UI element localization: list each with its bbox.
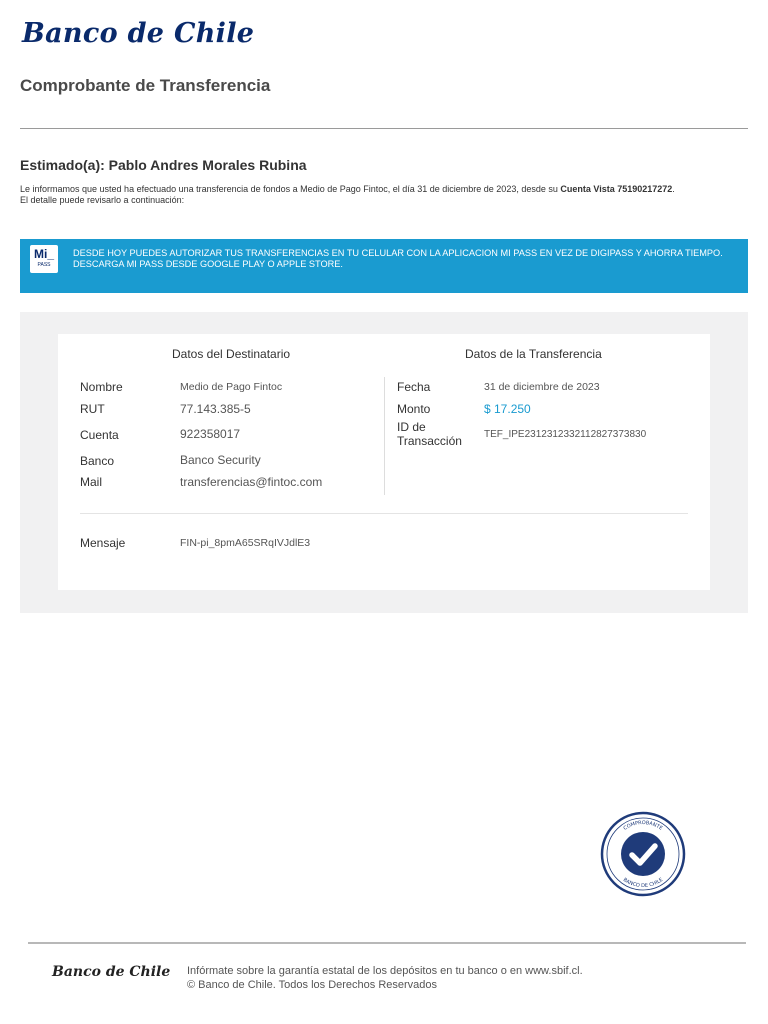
footer-line1: Infórmate sobre la garantía estatal de los depósitos en tu banco o en www.sbif.cl. [187,965,583,977]
mail-value[interactable]: transferencias@fintoc.com [180,475,323,489]
mail-label: Mail [80,475,103,489]
svg-text:COMPROBANTE [623,820,664,832]
details-card [58,334,710,590]
mensaje-label: Mensaje [80,536,126,550]
intro-text-after: . [672,184,675,194]
banco-label: Banco [80,454,115,468]
banner-line2: DESCARGA MI PASS DESDE GOOGLE PLAY O APPLE STORE. [73,258,343,269]
id-value: TEF_IPE2312312332112827373830 [484,429,647,440]
rut-value: 77.143.385-5 [180,402,251,416]
footer-text [187,964,583,992]
footer-line2: © Banco de Chile. Todos los Derechos Reservados [187,979,438,991]
seal-top-text: COMPROBANTE [622,819,664,832]
footer-divider [28,942,746,944]
transfer-heading: Datos de la Transferencia [465,347,602,361]
cuenta-label: Cuenta [80,428,119,442]
banner-line1: DESDE HOY PUEDES AUTORIZAR TUS TRANSFERENCIAS EN TU CELULAR CON LA APLICACION MI PASS EN VEZ DE DIGIPASS Y AHORRA TIEMPO. [73,248,723,258]
greeting: Estimado(a): Pablo Andres Morales Rubina [20,157,307,173]
mipass-icon-mi: Mi_ [33,247,54,261]
comprobante-seal-icon [600,811,686,897]
mensaje-value: FIN-pi_8pmA65SRqIVJdlE3 [180,537,311,549]
id-label [397,420,462,448]
intro-text-before: Le informamos que usted ha efectuado una transferencia de fondos a Medio de Pago Fintoc, el día 31 de diciembre de 2023, desde su [20,184,561,194]
recipient-heading: Datos del Destinatario [172,347,291,361]
intro-account: Cuenta Vista 75190217272 [560,184,673,194]
nombre-value: Medio de Pago Fintoc [180,381,283,393]
intro-text [20,184,750,205]
id-label-line2: Transacción [397,434,462,448]
column-divider [384,377,385,495]
page-title: Comprobante de Transferencia [20,76,271,95]
mipass-icon [30,245,58,273]
mipass-icon-pass: PASS [37,262,51,268]
nombre-label: Nombre [80,380,123,394]
intro-line2: El detalle puede revisarlo a continuación: [20,194,185,205]
banner-text [73,248,733,269]
mipass-banner [20,239,748,293]
fecha-value: 31 de diciembre de 2023 [484,381,600,393]
fecha-label: Fecha [397,380,431,394]
details-panel [20,312,748,613]
header-divider [20,128,748,129]
banco-value: Banco Security [180,453,261,467]
message-divider [80,513,688,514]
cuenta-value: 922358017 [180,427,241,441]
bank-logo: Banco de Chile [22,18,255,49]
footer-bank-logo: Banco de Chile [52,964,171,980]
monto-value: $ 17.250 [484,402,531,416]
rut-label: RUT [80,402,105,416]
seal-bottom-text: BANCO DE CHILE [621,876,665,890]
id-label-line1: ID de [397,420,426,434]
monto-label: Monto [397,402,431,416]
